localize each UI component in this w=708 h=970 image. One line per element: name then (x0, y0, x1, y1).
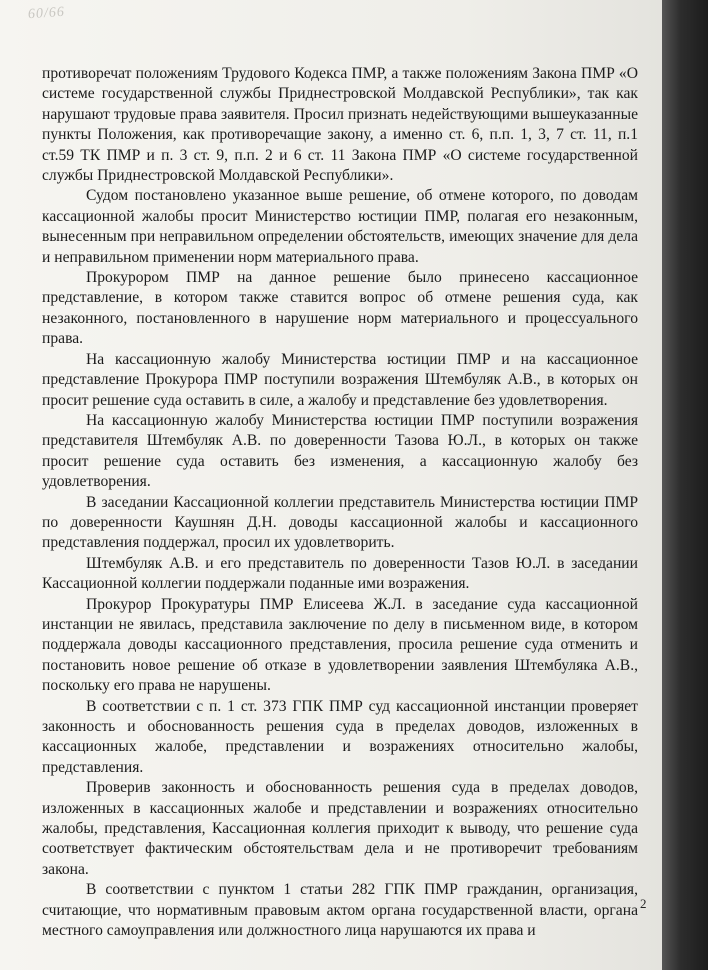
paragraph-continuation: противоречат положениям Трудового Кодекса ПМР, а также положениям Закона ПМР «О системе государственной службы Приднестровской Молдавской Республики», так как нарушают трудовые права заявителя. Просил признать недействующими вышеуказанные пункты Положения, как противоречащие закону, а именно ст. 6, п.п. 1, 3, 7 ст. 11, п.1 ст.59 ТК ПМР и п. 3 ст. 9, п.п. 2 и 6 ст. 11 Закона ПМР «О системе государственной службы Приднестровской Молдавской Республики». (42, 65, 638, 185)
page-number: 2 (640, 896, 647, 911)
paragraph-article-282: В соответствии с пунктом 1 статьи 282 ГПК ПМР гражданин, организация, считающие, что нормативным правовым актом органа государственной власти, органа местного самоуправления или должностного лица нарушаются их права и (42, 881, 638, 940)
document-body (42, 64, 638, 941)
paragraph-objections-shtembulyak: На кассационную жалобу Министерства юстиции ПМР и на кассационное представление Прокурора ПМР поступили возражения Штембуляк А.В., в которых он просит решение суда оставить в силе, а жалобу и представление без удовлетворения. (42, 350, 638, 409)
paragraph-prosecutor-opinion: Прокурор Прокуратуры ПМР Елисеева Ж.Л. в заседание суда кассационной инстанции не явилась, представила заключение по делу в письменном виде, в котором поддержала доводы кассационного представления, просила решение суда отменить и постановить новое решение об отказе в удовлетворении заявления Штембуляка А.В., поскольку его права не нарушены. (42, 595, 638, 695)
paragraph-ministry-representative: В заседании Кассационной коллегии представитель Министерства юстиции ПМР по доверенности Каушнян Д.Н. доводы кассационной жалобы и кассационного представления поддержал, просил их удовлетворить. (42, 493, 638, 552)
paragraph-shtembulyak-support: Штембуляк А.В. и его представитель по доверенности Тазов Ю.Л. в заседании Кассационной коллегии поддержали поданные ими возражения. (42, 554, 638, 593)
paragraph-court-decision: Судом постановлено указанное выше решение, об отмене которого, по доводам кассационной жалобы просит Министерство юстиции ПМР, полагая его незаконным, вынесенным при неправильном определении обстоятельств, имеющих значение для дела и неправильном применении норм материального права. (42, 187, 638, 266)
corner-handwritten-mark: 60/66 (27, 4, 66, 23)
paragraph-conclusion: Проверив законность и обоснованность решения суда в пределах доводов, изложенных в кассационных жалобе и представлении и возражениях относительно жалобы, представления, Кассационная коллегия приходит к выводу, что решение суда соответствует фактическим обстоятельствам дела и не противоречит требованиям закона. (42, 779, 638, 878)
paragraph-legal-basis: В соответствии с п. 1 ст. 373 ГПК ПМР суд кассационной инстанции проверяет законность и обоснованность решения суда в пределах доводов, изложенных в кассационных жалобе, представлении и возражениях относительно жалобы, представления. (42, 697, 638, 776)
paragraph-objections-representative: На кассационную жалобу Министерства юстиции ПМР поступили возражения представителя Штембуляк А.В. по доверенности Тазова Ю.Л., в которых он также просит решение суда оставить без изменения, а кассационную жалобу без удовлетворения. (42, 411, 638, 491)
scan-edge-shadow (662, 0, 708, 970)
paragraph-prosecutor-submission: Прокурором ПМР на данное решение было принесено кассационное представление, в котором также ставится вопрос об отмене решения суда, как незаконного, постановленного в нарушение норм материального и процессуального права. (42, 269, 638, 348)
